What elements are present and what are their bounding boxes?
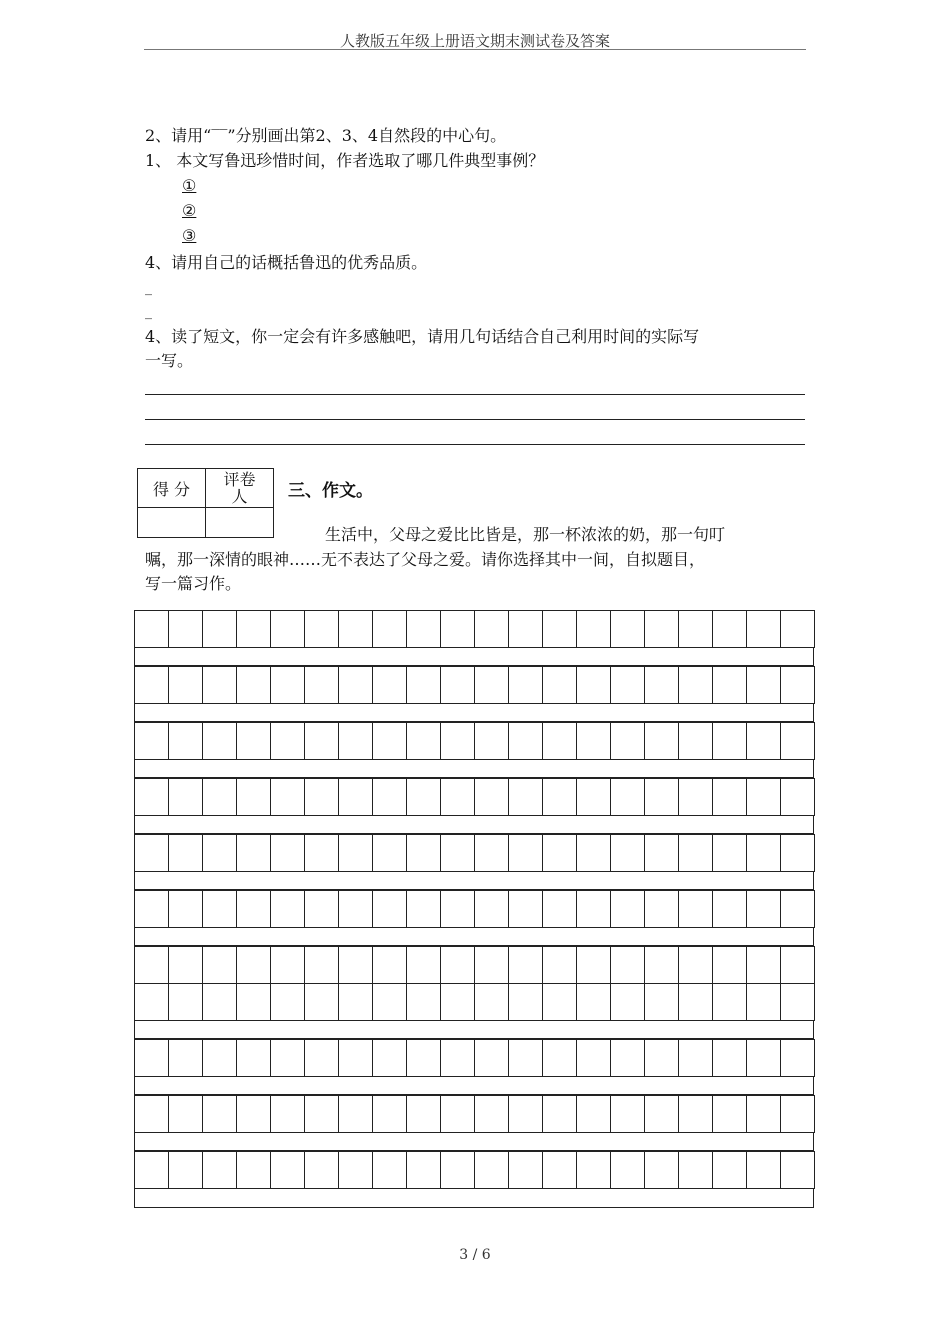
grid-cell[interactable]: [712, 610, 746, 648]
grid-cell[interactable]: [270, 610, 304, 648]
score-label: 得 分: [152, 479, 191, 499]
grid-cell[interactable]: [304, 946, 338, 984]
question-4b-line1: 4、读了短文，你一定会有许多感触吧，请用几句话结合自己利用时间的实际写: [145, 327, 700, 346]
answer-blank-1: _: [145, 280, 152, 296]
grid-cell[interactable]: [304, 778, 338, 816]
section-3-title: 三、作文。: [288, 481, 373, 501]
grid-cell[interactable]: [372, 1151, 406, 1189]
grid-cell[interactable]: [270, 666, 304, 704]
grid-cell[interactable]: [338, 722, 372, 760]
grid-cell[interactable]: [610, 890, 644, 928]
grid-cell[interactable]: [202, 983, 236, 1021]
grid-cell[interactable]: [440, 946, 474, 984]
grid-cell[interactable]: [610, 722, 644, 760]
grid-cell[interactable]: [440, 778, 474, 816]
grid-cell[interactable]: [712, 1095, 746, 1133]
grid-cell[interactable]: [338, 778, 372, 816]
grid-cell[interactable]: [304, 1039, 338, 1077]
grid-cell[interactable]: [202, 722, 236, 760]
grid-cell[interactable]: [712, 1039, 746, 1077]
grid-cell[interactable]: [780, 1039, 815, 1077]
grid-cell[interactable]: [406, 1151, 440, 1189]
grid-cell[interactable]: [338, 946, 372, 984]
grid-cell[interactable]: [576, 1039, 610, 1077]
grid-cell[interactable]: [270, 890, 304, 928]
grid-cell[interactable]: [406, 890, 440, 928]
grid-cell[interactable]: [440, 1039, 474, 1077]
grid-cell[interactable]: [440, 610, 474, 648]
grid-cell[interactable]: [746, 722, 780, 760]
grid-cell[interactable]: [746, 1039, 780, 1077]
score-label-cell: [138, 469, 206, 508]
grid-cell[interactable]: [270, 946, 304, 984]
grid-cell[interactable]: [236, 610, 270, 648]
grid-cell[interactable]: [542, 834, 576, 872]
grid-cell[interactable]: [270, 778, 304, 816]
essay-prompt-line1: 生活中，父母之爱比比皆是，那一杯浓浓的奶，那一句叮: [325, 525, 726, 544]
grid-cell[interactable]: [406, 666, 440, 704]
grid-spacer: [134, 759, 814, 778]
grid-cell[interactable]: [474, 834, 508, 872]
grid-cell[interactable]: [780, 1151, 815, 1189]
grid-cell[interactable]: [134, 983, 168, 1021]
reviewer-value-cell[interactable]: [206, 508, 274, 538]
writing-line-2: [145, 419, 805, 420]
grid-cell[interactable]: [406, 946, 440, 984]
grid-cell[interactable]: [712, 666, 746, 704]
grid-cell[interactable]: [202, 666, 236, 704]
grid-cell[interactable]: [372, 946, 406, 984]
grid-cell[interactable]: [610, 778, 644, 816]
grid-cell[interactable]: [712, 946, 746, 984]
grid-cell[interactable]: [338, 834, 372, 872]
grid-cell[interactable]: [270, 983, 304, 1021]
grid-row: [134, 778, 815, 815]
grid-cell[interactable]: [406, 1039, 440, 1077]
grid-spacer: [134, 1020, 814, 1039]
grid-cell[interactable]: [236, 1039, 270, 1077]
grid-cell[interactable]: [440, 1095, 474, 1133]
grid-cell[interactable]: [270, 1095, 304, 1133]
grid-cell[interactable]: [236, 778, 270, 816]
grid-cell[interactable]: [746, 946, 780, 984]
grid-cell[interactable]: [304, 1095, 338, 1133]
grid-row: [134, 890, 815, 927]
grid-cell[interactable]: [508, 946, 542, 984]
writing-line-3: [145, 444, 805, 445]
grid-cell[interactable]: [474, 722, 508, 760]
grid-cell[interactable]: [236, 666, 270, 704]
grid-cell[interactable]: [440, 1151, 474, 1189]
grid-cell[interactable]: [440, 983, 474, 1021]
grid-cell[interactable]: [270, 834, 304, 872]
grid-row: [134, 722, 815, 759]
grid-cell[interactable]: [780, 666, 815, 704]
writing-line-1: [145, 394, 805, 395]
grid-cell[interactable]: [440, 834, 474, 872]
answer-item-1: ①: [182, 176, 197, 195]
grid-cell[interactable]: [304, 983, 338, 1021]
grid-cell[interactable]: [542, 890, 576, 928]
grid-cell[interactable]: [134, 946, 168, 984]
score-value-cell[interactable]: [138, 508, 206, 538]
grid-cell[interactable]: [576, 1151, 610, 1189]
grid-cell[interactable]: [542, 666, 576, 704]
grid-cell[interactable]: [474, 946, 508, 984]
grid-cell[interactable]: [372, 834, 406, 872]
reviewer-label-cell: [206, 469, 274, 508]
grid-row: [134, 666, 815, 703]
grid-cell[interactable]: [474, 1151, 508, 1189]
grid-cell[interactable]: [644, 834, 678, 872]
grid-cell[interactable]: [474, 1095, 508, 1133]
grid-cell[interactable]: [678, 946, 712, 984]
grid-cell[interactable]: [610, 610, 644, 648]
grid-cell[interactable]: [780, 1095, 815, 1133]
grid-cell[interactable]: [338, 1095, 372, 1133]
grid-cell[interactable]: [168, 946, 202, 984]
grid-cell[interactable]: [474, 610, 508, 648]
grid-cell[interactable]: [304, 610, 338, 648]
question-4a: 4、请用自己的话概括鲁迅的优秀品质。: [145, 253, 428, 272]
grid-cell[interactable]: [610, 983, 644, 1021]
grid-cell[interactable]: [610, 1095, 644, 1133]
essay-prompt-line3: 写一篇习作。: [145, 574, 242, 593]
grid-cell[interactable]: [644, 946, 678, 984]
grid-cell[interactable]: [746, 890, 780, 928]
grid-cell[interactable]: [474, 1039, 508, 1077]
grid-cell[interactable]: [780, 983, 815, 1021]
grid-row: [134, 610, 815, 647]
grid-cell[interactable]: [678, 983, 712, 1021]
grid-cell[interactable]: [576, 890, 610, 928]
grid-cell[interactable]: [168, 834, 202, 872]
grid-cell[interactable]: [712, 778, 746, 816]
grid-cell[interactable]: [134, 1039, 168, 1077]
grid-row: [134, 1039, 815, 1076]
grid-cell[interactable]: [576, 1095, 610, 1133]
grid-spacer: [134, 1076, 814, 1095]
grid-cell[interactable]: [304, 722, 338, 760]
grid-cell[interactable]: [168, 1039, 202, 1077]
grid-cell[interactable]: [542, 722, 576, 760]
grid-cell[interactable]: [270, 1039, 304, 1077]
grid-cell[interactable]: [440, 890, 474, 928]
essay-prompt-line2: 嘱，那一深情的眼神……无不表达了父母之爱。请你选择其中一间，自拟题目，: [145, 550, 706, 569]
grid-cell[interactable]: [304, 890, 338, 928]
grid-cell[interactable]: [236, 946, 270, 984]
grid-spacer: [134, 927, 814, 946]
grid-cell[interactable]: [338, 610, 372, 648]
page-number: 3 / 6: [459, 1247, 491, 1263]
grid-cell[interactable]: [236, 834, 270, 872]
grid-cell[interactable]: [542, 778, 576, 816]
grid-cell[interactable]: [134, 834, 168, 872]
grid-cell[interactable]: [202, 1095, 236, 1133]
grid-cell[interactable]: [644, 666, 678, 704]
grid-cell[interactable]: [236, 722, 270, 760]
grid-cell[interactable]: [372, 890, 406, 928]
grid-cell[interactable]: [202, 610, 236, 648]
grid-cell[interactable]: [712, 834, 746, 872]
grid-cell[interactable]: [474, 778, 508, 816]
grid-cell[interactable]: [270, 722, 304, 760]
question-1: 1、 本文写鲁迅珍惜时间，作者选取了哪几件典型事例？: [145, 151, 545, 170]
grid-cell[interactable]: [474, 666, 508, 704]
grid-cell[interactable]: [406, 610, 440, 648]
question-4b-line2: 一写。: [145, 351, 194, 370]
grid-cell[interactable]: [542, 983, 576, 1021]
grid-row: [134, 946, 815, 983]
grid-cell[interactable]: [644, 1039, 678, 1077]
grid-cell[interactable]: [406, 1095, 440, 1133]
grid-cell[interactable]: [168, 666, 202, 704]
grid-cell[interactable]: [678, 722, 712, 760]
grid-cell[interactable]: [168, 722, 202, 760]
grid-cell[interactable]: [780, 946, 815, 984]
grid-cell[interactable]: [678, 834, 712, 872]
grid-cell[interactable]: [134, 666, 168, 704]
grid-cell[interactable]: [678, 666, 712, 704]
grid-cell[interactable]: [508, 1039, 542, 1077]
grid-cell[interactable]: [746, 778, 780, 816]
grid-cell[interactable]: [270, 1151, 304, 1189]
grid-cell[interactable]: [746, 610, 780, 648]
grid-cell[interactable]: [678, 1095, 712, 1133]
grid-cell[interactable]: [236, 1095, 270, 1133]
grid-cell[interactable]: [474, 983, 508, 1021]
grid-cell[interactable]: [610, 834, 644, 872]
grid-cell[interactable]: [236, 1151, 270, 1189]
grid-cell[interactable]: [406, 722, 440, 760]
grid-cell[interactable]: [372, 1095, 406, 1133]
grid-cell[interactable]: [134, 610, 168, 648]
grid-cell[interactable]: [644, 983, 678, 1021]
grid-cell[interactable]: [372, 1039, 406, 1077]
grid-cell[interactable]: [746, 1151, 780, 1189]
grid-cell[interactable]: [508, 890, 542, 928]
grid-cell[interactable]: [508, 1095, 542, 1133]
grid-cell[interactable]: [644, 890, 678, 928]
grid-cell[interactable]: [406, 983, 440, 1021]
grid-cell[interactable]: [610, 1039, 644, 1077]
grid-cell[interactable]: [610, 1151, 644, 1189]
grid-cell[interactable]: [542, 1151, 576, 1189]
grid-cell[interactable]: [134, 722, 168, 760]
grid-cell[interactable]: [372, 778, 406, 816]
grid-cell[interactable]: [780, 722, 815, 760]
grid-cell[interactable]: [134, 890, 168, 928]
grid-cell[interactable]: [168, 1095, 202, 1133]
question-2: 2、请用“‾‾”分别画出第2、3、4自然段的中心句。: [145, 126, 507, 145]
grid-cell[interactable]: [372, 722, 406, 760]
grid-cell[interactable]: [168, 778, 202, 816]
grid-cell[interactable]: [678, 610, 712, 648]
grid-cell[interactable]: [780, 778, 815, 816]
answer-blank-2: _: [145, 304, 152, 320]
grid-row: [134, 983, 815, 1020]
grid-cell[interactable]: [712, 983, 746, 1021]
grid-cell[interactable]: [610, 946, 644, 984]
grid-cell[interactable]: [304, 666, 338, 704]
grid-cell[interactable]: [576, 778, 610, 816]
grid-cell[interactable]: [508, 834, 542, 872]
grid-cell[interactable]: [304, 834, 338, 872]
grid-cell[interactable]: [746, 983, 780, 1021]
grid-cell[interactable]: [474, 890, 508, 928]
grid-cell[interactable]: [746, 666, 780, 704]
grid-cell[interactable]: [644, 1095, 678, 1133]
grid-cell[interactable]: [202, 834, 236, 872]
grid-cell[interactable]: [712, 890, 746, 928]
grid-cell[interactable]: [202, 1151, 236, 1189]
grid-cell[interactable]: [542, 610, 576, 648]
grid-cell[interactable]: [746, 834, 780, 872]
grid-cell[interactable]: [168, 983, 202, 1021]
grid-cell[interactable]: [134, 1151, 168, 1189]
grid-cell[interactable]: [134, 1095, 168, 1133]
grid-cell[interactable]: [542, 946, 576, 984]
grid-cell[interactable]: [576, 834, 610, 872]
grid-cell[interactable]: [338, 1151, 372, 1189]
grid-cell[interactable]: [712, 1151, 746, 1189]
grid-cell[interactable]: [508, 610, 542, 648]
grid-cell[interactable]: [202, 890, 236, 928]
document-header-title: 人教版五年级上册语文期末测试卷及答案: [339, 32, 610, 50]
grid-cell[interactable]: [202, 946, 236, 984]
grid-cell[interactable]: [168, 890, 202, 928]
grid-spacer: [134, 815, 814, 834]
header-rule: [144, 49, 806, 50]
grid-cell[interactable]: [372, 666, 406, 704]
grid-cell[interactable]: [678, 1039, 712, 1077]
grid-cell[interactable]: [202, 778, 236, 816]
grid-cell[interactable]: [644, 722, 678, 760]
grid-cell[interactable]: [576, 983, 610, 1021]
grid-cell[interactable]: [508, 778, 542, 816]
grid-cell[interactable]: [576, 666, 610, 704]
grid-cell[interactable]: [678, 1151, 712, 1189]
reviewer-label-line2: 人: [231, 487, 248, 506]
grid-cell[interactable]: [712, 722, 746, 760]
reviewer-label-line1: 评卷: [223, 470, 256, 489]
grid-cell[interactable]: [508, 1151, 542, 1189]
grid-row: [134, 834, 815, 871]
grid-spacer: [134, 647, 814, 666]
grid-cell[interactable]: [202, 1039, 236, 1077]
grid-cell[interactable]: [508, 722, 542, 760]
grid-cell[interactable]: [678, 778, 712, 816]
grid-cell[interactable]: [576, 610, 610, 648]
grid-spacer: [134, 871, 814, 890]
grid-cell[interactable]: [780, 610, 815, 648]
grid-row: [134, 1095, 815, 1132]
grid-cell[interactable]: [780, 834, 815, 872]
grid-cell[interactable]: [508, 983, 542, 1021]
grid-spacer: [134, 1132, 814, 1151]
grid-cell[interactable]: [236, 983, 270, 1021]
answer-item-2: ②: [182, 201, 197, 220]
grid-cell[interactable]: [440, 722, 474, 760]
grid-row: [134, 1151, 815, 1188]
grid-cell[interactable]: [304, 1151, 338, 1189]
grid-cell[interactable]: [644, 778, 678, 816]
grid-cell[interactable]: [372, 983, 406, 1021]
grid-cell[interactable]: [610, 666, 644, 704]
answer-item-3: ③: [182, 226, 197, 245]
score-table: [137, 468, 274, 538]
grid-cell[interactable]: [542, 1039, 576, 1077]
grid-cell[interactable]: [576, 722, 610, 760]
grid-cell[interactable]: [406, 778, 440, 816]
grid-cell[interactable]: [576, 946, 610, 984]
grid-cell[interactable]: [168, 610, 202, 648]
grid-cell[interactable]: [168, 1151, 202, 1189]
grid-spacer: [134, 703, 814, 722]
grid-cell[interactable]: [338, 890, 372, 928]
grid-cell[interactable]: [678, 890, 712, 928]
grid-spacer: [134, 1188, 814, 1208]
grid-cell[interactable]: [440, 666, 474, 704]
grid-cell[interactable]: [406, 834, 440, 872]
grid-cell[interactable]: [780, 890, 815, 928]
grid-cell[interactable]: [644, 610, 678, 648]
grid-cell[interactable]: [746, 1095, 780, 1133]
grid-cell[interactable]: [644, 1151, 678, 1189]
grid-cell[interactable]: [338, 666, 372, 704]
grid-cell[interactable]: [508, 666, 542, 704]
grid-cell[interactable]: [372, 610, 406, 648]
grid-cell[interactable]: [338, 983, 372, 1021]
grid-cell[interactable]: [236, 890, 270, 928]
grid-cell[interactable]: [134, 778, 168, 816]
grid-cell[interactable]: [542, 1095, 576, 1133]
grid-cell[interactable]: [338, 1039, 372, 1077]
